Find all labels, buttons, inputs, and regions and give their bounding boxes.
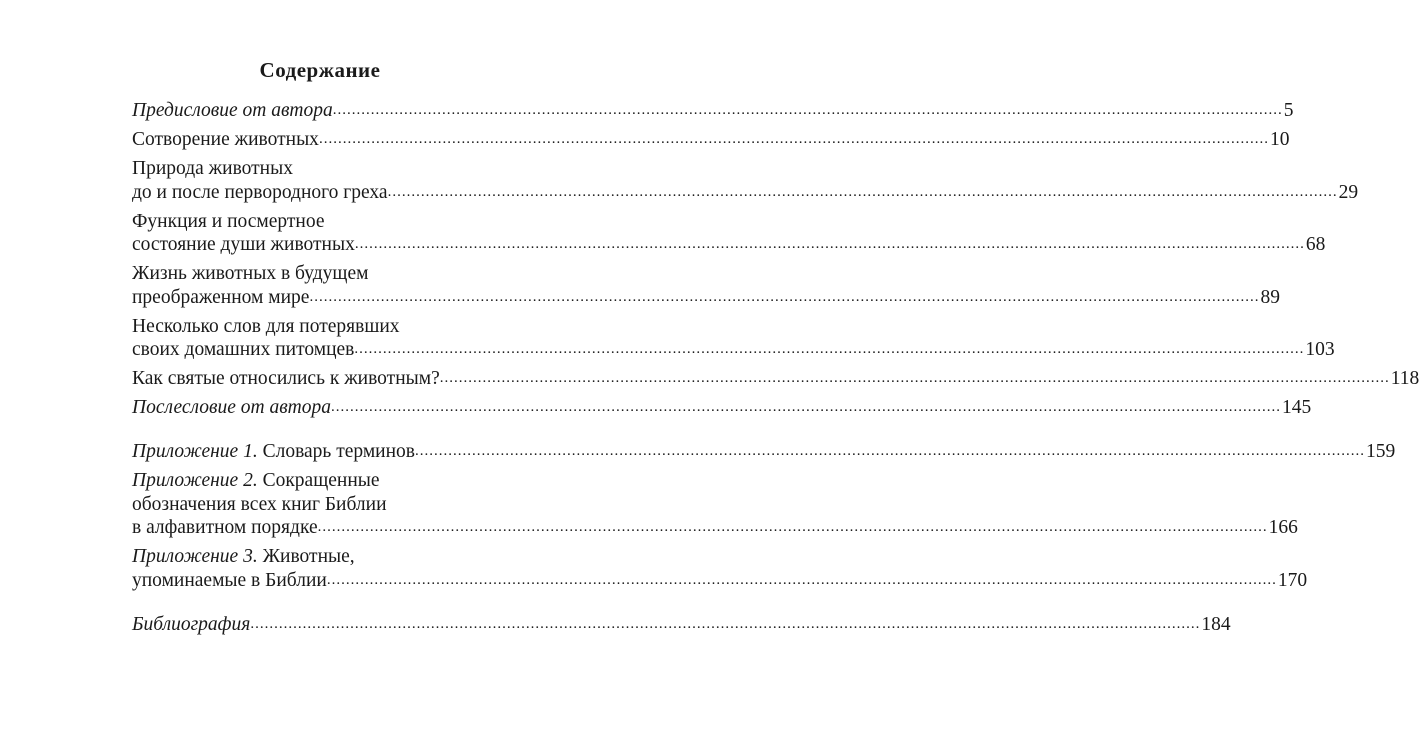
toc-entry-text: [132, 286, 309, 310]
toc-entry-text: [132, 263, 368, 284]
toc-page-number: 68: [1305, 234, 1326, 255]
toc-entry-line: [132, 286, 1280, 310]
section-spacer: [132, 598, 526, 613]
dot-leader: ........................................................................................................................................................................................................: [318, 131, 1269, 147]
toc-entry[interactable]: [132, 367, 1419, 391]
page-title: Содержание: [259, 58, 381, 82]
toc-entry[interactable]: [132, 545, 1308, 592]
dot-leader: ........................................................................................................................................................................................................: [331, 399, 1282, 415]
toc-page-number: 89: [1260, 286, 1280, 308]
toc-page-number: 170: [1277, 569, 1308, 591]
toc-entry-text: [132, 233, 355, 257]
dot-leader: ........................................................................................................................................................................................................: [309, 288, 1260, 305]
dot-leader: ........................................................................................................................................................................................................: [415, 443, 1365, 459]
toc-entry-text: [132, 494, 387, 515]
toc-entry-title: Словарь терминов: [257, 441, 415, 462]
toc-entry-title: Как святые относились к животным?: [132, 368, 440, 389]
toc-page-number: 145: [1282, 397, 1312, 418]
toc-page-number: 103: [1305, 339, 1335, 360]
toc-entry-text: [132, 516, 318, 540]
toc-entry-title: Животные,: [257, 546, 355, 567]
toc-entry-title: упоминаемые в Библии: [132, 569, 327, 591]
toc-entry-title: преображенном мире: [132, 286, 310, 308]
toc-entry-line: [132, 367, 1419, 391]
dot-leader: ........................................................................................................................................................................................................: [317, 519, 1268, 535]
toc-entry-line: [132, 315, 526, 339]
toc-page-number: 159: [1366, 441, 1396, 462]
toc-entry-text: [132, 99, 333, 123]
toc-page-number: 166: [1268, 517, 1298, 538]
toc-entry-line: [132, 469, 526, 493]
toc-entry-line: [132, 210, 526, 234]
toc-entry-line: [132, 181, 1359, 205]
toc-entry-line: [132, 99, 1294, 123]
toc-entry[interactable]: [132, 262, 1280, 309]
toc-entry-line: [132, 233, 1326, 257]
toc-entry[interactable]: [132, 396, 1312, 420]
dot-leader: ........................................................................................................................................................................................................: [354, 236, 1305, 252]
toc-entry-italic-label: Библиография: [132, 613, 251, 635]
toc-entry-text: [132, 158, 293, 179]
toc-entry-text: [132, 470, 380, 491]
toc-entry-line: [132, 545, 526, 569]
toc-page-number: 10: [1269, 129, 1290, 150]
toc-entry-line: [132, 128, 1290, 152]
toc-entry-italic-label: Приложение 2.: [132, 470, 258, 491]
table-of-contents: [132, 99, 1419, 642]
toc-entry-title: своих домашних питомцев: [132, 339, 355, 360]
toc-entry-italic-label: Приложение 3.: [132, 546, 258, 567]
toc-entry-italic-label: Предисловие от автора: [132, 100, 333, 121]
toc-entry[interactable]: [132, 469, 1298, 540]
toc-entry-text: [132, 211, 325, 232]
toc-page-number: 118: [1390, 368, 1419, 389]
toc-entry-title: Сокращенные: [257, 470, 380, 491]
toc-entry[interactable]: [132, 440, 1396, 464]
toc-entry-text: [132, 396, 331, 420]
toc-entry-line: [132, 516, 1298, 540]
toc-page-number: 29: [1338, 181, 1359, 203]
toc-entry-text: [132, 316, 400, 337]
toc-entry-line: [132, 613, 1231, 637]
toc-page-number: 184: [1201, 613, 1231, 635]
toc-entry-text: [132, 569, 327, 593]
toc-entry-line: [132, 569, 1308, 593]
toc-entry-italic-label: Приложение 1.: [132, 441, 258, 462]
toc-entry-title: состояние души животных: [132, 234, 355, 255]
toc-entry-line: [132, 493, 526, 517]
toc-entry-title: Сотворение животных: [132, 129, 319, 150]
dot-leader: ........................................................................................................................................................................................................: [332, 102, 1283, 118]
toc-entry[interactable]: [132, 210, 1326, 257]
toc-entry[interactable]: [132, 157, 1359, 204]
toc-entry-line: [132, 396, 1312, 420]
dot-leader: ........................................................................................................................................................................................................: [250, 615, 1201, 632]
dot-leader: ........................................................................................................................................................................................................: [326, 571, 1277, 588]
toc-entry-text: [132, 367, 440, 391]
toc-entry-italic-label: Послесловие от автора: [132, 397, 332, 418]
dot-leader: ........................................................................................................................................................................................................: [354, 341, 1305, 357]
toc-entry[interactable]: [132, 613, 1231, 637]
toc-entry-text: [132, 546, 355, 567]
dot-leader: ........................................................................................................................................................................................................: [387, 183, 1338, 200]
toc-entry-title: Несколько слов для потерявших: [132, 315, 400, 337]
toc-entry-line: [132, 157, 526, 181]
toc-entry-line: [132, 338, 1335, 362]
toc-entry-title: в алфавитном порядке: [132, 517, 318, 538]
toc-entry-text: [132, 613, 250, 637]
dot-leader: ........................................................................................................................................................................................................: [439, 370, 1390, 386]
toc-entry-line: [132, 440, 1396, 464]
toc-entry-line: [132, 262, 526, 286]
toc-entry[interactable]: [132, 315, 1335, 362]
toc-entry-title: обозначения всех книг Библии: [132, 493, 387, 515]
toc-entry-text: [132, 440, 415, 464]
toc-entry-title: Жизнь животных в будущем: [132, 263, 369, 284]
toc-entry[interactable]: [132, 128, 1290, 152]
toc-entry-title: Функция и посмертное: [132, 210, 325, 232]
toc-entry-title: Природа животных: [132, 158, 293, 179]
toc-page-number: 5: [1283, 100, 1294, 121]
section-spacer: [132, 425, 526, 440]
toc-entry-text: [132, 128, 319, 152]
toc-entry-title: до и после первородного греха: [132, 181, 388, 203]
toc-entry-text: [132, 338, 354, 362]
toc-entry[interactable]: [132, 99, 1294, 123]
toc-entry-text: [132, 181, 388, 205]
